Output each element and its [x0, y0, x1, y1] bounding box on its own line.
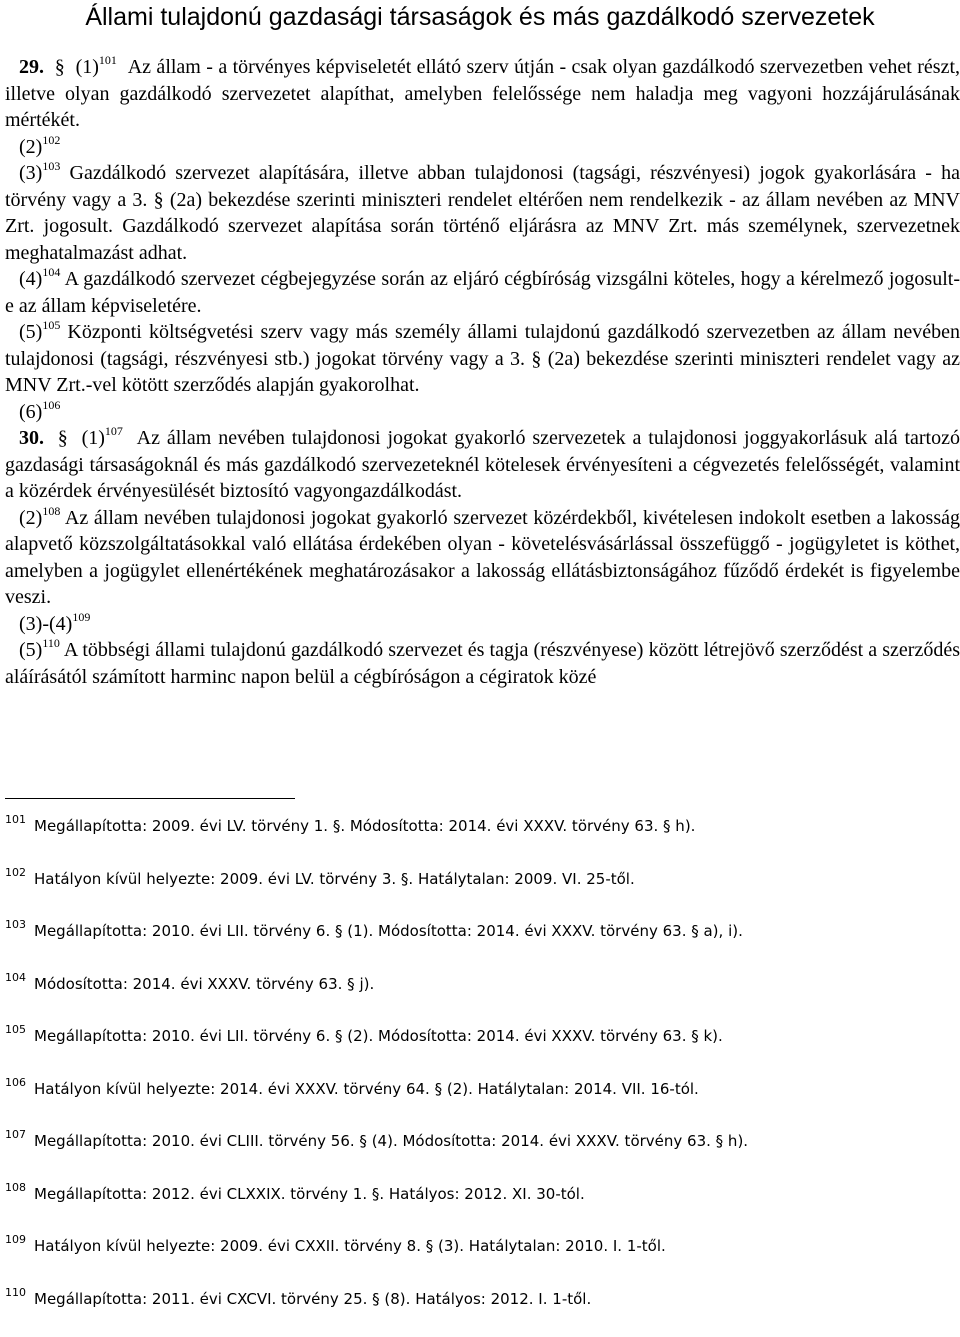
- footnote-108: [5, 1180, 960, 1233]
- footnote-101: [5, 812, 960, 865]
- footnote-text: Megállapította: 2010. évi CLIII. törvény 56. § (4). Módosította: 2014. évi XXXV. törvény 63. § h).: [34, 1132, 748, 1150]
- footnote-number: 103: [5, 918, 26, 931]
- footnote-text: Hatályon kívül helyezte: 2014. évi XXXV. törvény 64. § (2). Hatálytalan: 2014. VII. 16-tól.: [34, 1080, 699, 1098]
- footnote-110: [5, 1285, 960, 1337]
- paragraph-text: Az állam - a törvényes képviseletét ellátó szerv útján - csak olyan gazdálkodó szervezetben vehet részt, illetve olyan gazdálkodó szervezetet alapíthat, amelyben felelőssége nem haladja meg vagyoni hozzájárulásának mértékét.: [5, 56, 960, 131]
- footnote-ref[interactable]: 110: [42, 636, 60, 650]
- footnote-text: Hatályon kívül helyezte: 2009. évi CXXII. törvény 8. § (3). Hatálytalan: 2010. I. 1-től.: [34, 1237, 666, 1255]
- paragraph-29-4: [5, 266, 960, 319]
- paragraph-label: (4): [19, 268, 42, 290]
- paragraph-label: (1): [76, 56, 99, 78]
- paragraph-label: (3): [19, 162, 42, 184]
- footnote-ref[interactable]: 101: [99, 53, 117, 67]
- footnote-text: Megállapította: 2009. évi LV. törvény 1. §. Módosította: 2014. évi XXXV. törvény 63. § h).: [34, 817, 695, 835]
- footnote-number: 109: [5, 1233, 26, 1246]
- paragraph-label: (5): [19, 321, 42, 343]
- paragraph-text: A gazdálkodó szervezet cégbejegyzése során az eljáró cégbíróság vizsgálni köteles, hogy a kérelmező jogosult-e az állam képviseletére.: [5, 268, 960, 317]
- footnote-separator: [5, 798, 295, 799]
- footnote-ref[interactable]: 105: [42, 318, 60, 332]
- paragraph-label: (5): [19, 639, 42, 661]
- paragraph-30-2: [5, 505, 960, 611]
- paragraph-text: Az állam nevében tulajdonosi jogokat gyakorló szervezet közérdekből, kivételesen indokolt esetben a lakosság alapvető közszolgáltatásokkal való ellátása érdekében olyan - követelésvásárlással összefüggő - jogügyletet is köthet, amelyben a jogügylet ellenértékének meghatározásakor a lakosság ellátásbiztonságához fűződő érdekét is figyelembe veszi.: [5, 507, 960, 609]
- footnote-107: [5, 1127, 960, 1180]
- footnote-number: 102: [5, 866, 26, 879]
- footnote-109: [5, 1232, 960, 1285]
- page-title: Állami tulajdonú gazdasági társaságok és más gazdálkodó szervezetek: [0, 2, 960, 32]
- footnote-text: Megállapította: 2010. évi LII. törvény 6. § (1). Módosította: 2014. évi XXXV. törvény 63. § a), i).: [34, 922, 743, 940]
- paragraph-29-3: [5, 160, 960, 266]
- footnote-number: 104: [5, 971, 26, 984]
- paragraph-29-5: [5, 319, 960, 399]
- footnote-ref[interactable]: 107: [105, 424, 123, 438]
- section-number: 29.: [19, 56, 44, 78]
- paragraph-text: A többségi állami tulajdonú gazdálkodó szervezet és tagja (részvényese) között létrejövő szerződést a szerződés aláírásától számított harminc napon belül a cégbíróságon a cégiratok közé: [5, 639, 960, 688]
- section-sign: §: [55, 56, 65, 78]
- paragraph-label: (1): [82, 427, 105, 449]
- paragraph-text: Gazdálkodó szervezet alapítására, illetve abban tulajdonosi (tagsági, részvényesi) jogok gyakorlására - ha törvény vagy a 3. § (2a) bekezdése szerinti miniszteri rendelet eltérően nem rendelkezik - az állam nevében az MNV Zrt. jogosult. Gazdálkodó szervezet alapítása során történő eljárásra az MNV Zrt. más személynek, szervezetnek meghatalmazást adhat.: [5, 162, 960, 264]
- footnote-text: Megállapította: 2011. évi CXCVI. törvény 25. § (8). Hatályos: 2012. I. 1-től.: [34, 1290, 591, 1308]
- footnote-number: 110: [5, 1286, 26, 1299]
- paragraph-30-3-4: [5, 611, 960, 638]
- document-body: [5, 54, 960, 690]
- footnote-ref[interactable]: 109: [72, 610, 90, 624]
- footnote-ref[interactable]: 104: [42, 265, 60, 279]
- section-number: 30.: [19, 427, 44, 449]
- paragraph-29-1: [5, 54, 960, 134]
- footnote-ref[interactable]: 102: [42, 133, 60, 147]
- paragraph-label: (2): [19, 136, 42, 158]
- section-sign: §: [58, 427, 68, 449]
- footnote-number: 101: [5, 813, 26, 826]
- paragraph-text: Központi költségvetési szerv vagy más személy állami tulajdonú gazdálkodó szervezetben az állam nevében tulajdonosi (tagsági, részvényesi stb.) jogokat törvény vagy a 3. § (2a) bekezdése szerinti miniszteri rendelet vagy az MNV Zrt.-vel kötött szerződés alapján gyakorolhat.: [5, 321, 960, 396]
- footnote-103: [5, 917, 960, 970]
- footnote-number: 108: [5, 1181, 26, 1194]
- paragraph-label: (6): [19, 401, 42, 423]
- footnote-text: Hatályon kívül helyezte: 2009. évi LV. törvény 3. §. Hatálytalan: 2009. VI. 25-től.: [34, 870, 635, 888]
- paragraph-29-2: [5, 134, 960, 161]
- paragraph-text: Az állam nevében tulajdonosi jogokat gyakorló szervezetek a tulajdonosi joggyakorlásuk alá tartozó gazdasági társaságoknál és más gazdálkodó szervezeteknél kötelesek érvényesíteni a cégvezetés felelősségét, valamint a közérdek érvényesülését biztosító vagyongazdálkodást.: [5, 427, 960, 502]
- footnote-text: Megállapította: 2010. évi LII. törvény 6. § (2). Módosította: 2014. évi XXXV. törvény 63. § k).: [34, 1027, 723, 1045]
- paragraph-30-5: [5, 637, 960, 690]
- footnotes: [5, 812, 960, 1337]
- footnote-number: 107: [5, 1128, 26, 1141]
- footnote-ref[interactable]: 106: [42, 398, 60, 412]
- footnote-number: 106: [5, 1076, 26, 1089]
- paragraph-30-1: [5, 425, 960, 505]
- footnote-106: [5, 1075, 960, 1128]
- paragraph-label: (2): [19, 507, 42, 529]
- paragraph-label: (3)-(4): [19, 613, 72, 635]
- footnote-text: Módosította: 2014. évi XXXV. törvény 63. § j).: [34, 975, 374, 993]
- footnote-105: [5, 1022, 960, 1075]
- footnote-number: 105: [5, 1023, 26, 1036]
- footnote-ref[interactable]: 103: [42, 159, 60, 173]
- footnote-ref[interactable]: 108: [42, 504, 60, 518]
- footnote-102: [5, 865, 960, 918]
- footnote-104: [5, 970, 960, 1023]
- footnote-text: Megállapította: 2012. évi CLXXIX. törvény 1. §. Hatályos: 2012. XI. 30-tól.: [34, 1185, 585, 1203]
- paragraph-29-6: [5, 399, 960, 426]
